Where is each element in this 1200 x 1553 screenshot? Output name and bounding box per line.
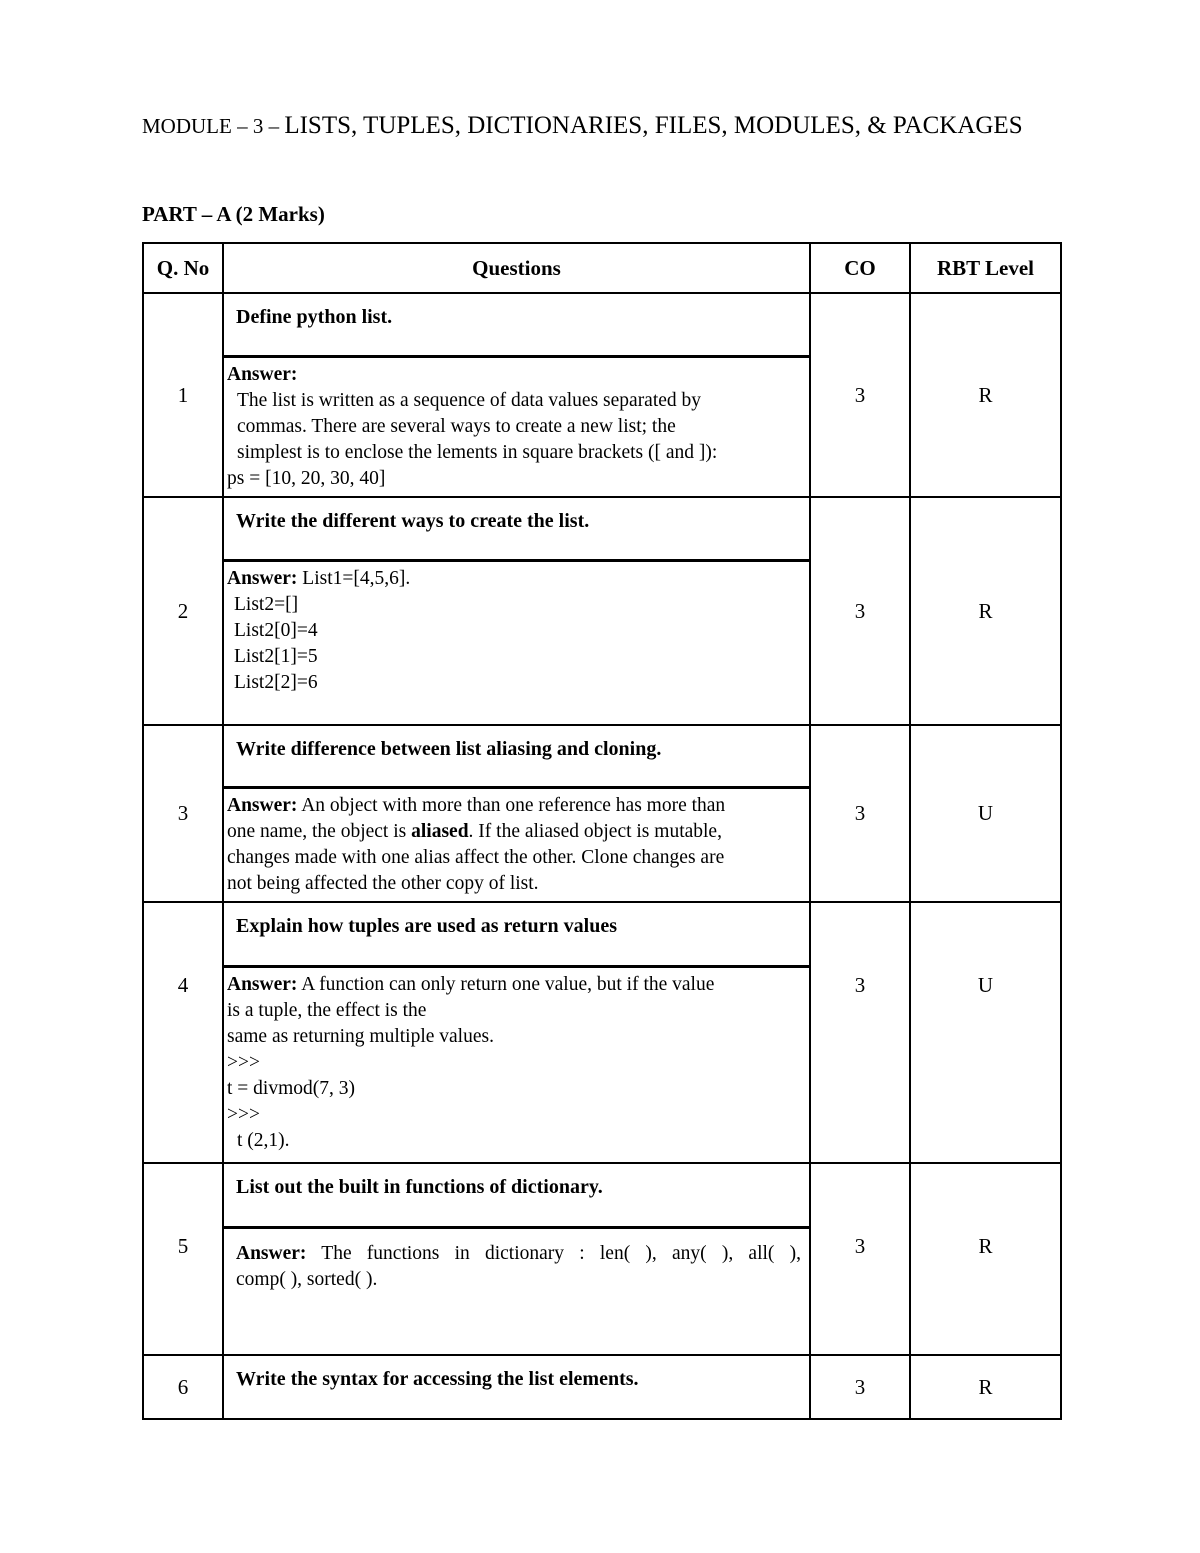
question-cell	[223, 1355, 810, 1419]
table-row	[143, 497, 1061, 725]
answer-text	[224, 968, 809, 1158]
answer-line: t = divmod(7, 3)	[227, 1078, 355, 1099]
answer-text	[224, 358, 809, 496]
co-value: 3	[810, 1355, 910, 1419]
answer-line: t (2,1).	[237, 1130, 290, 1151]
answer-label: Answer:	[236, 1243, 307, 1264]
answer-line: >>>	[227, 1052, 260, 1073]
header-qno: Q. No	[143, 243, 223, 293]
module-title	[142, 110, 1042, 142]
question-text: Write the different ways to create the list.	[224, 498, 809, 562]
question-number: 1	[143, 293, 223, 497]
answer-fragment: one name, the object is	[227, 821, 412, 842]
module-prefix: MODULE – 3 –	[142, 114, 285, 138]
question-number: 3	[143, 725, 223, 902]
answer-label: Answer:	[227, 974, 298, 995]
question-cell	[223, 293, 810, 497]
table-row	[143, 1163, 1061, 1355]
table-row	[143, 1355, 1061, 1419]
question-cell	[223, 902, 810, 1163]
question-text: Explain how tuples are used as return values	[224, 903, 809, 968]
rbt-value: R	[910, 497, 1061, 725]
answer-code: ps = [10, 20, 30, 40]	[227, 468, 386, 489]
answer-line: An object with more than one reference has more than	[301, 795, 726, 816]
answer-line: A function can only return one value, but if the value	[301, 974, 715, 995]
answer-line: List2[0]=4	[234, 620, 318, 641]
answer-line: simplest is to enclose the lements in square brackets ([ and ]):	[237, 442, 718, 463]
answer-line: List1=[4,5,6].	[302, 568, 411, 589]
answer-keyword: aliased	[411, 821, 469, 842]
module-name: LISTS, TUPLES, DICTIONARIES, FILES, MODULES, & PACKAGES	[284, 112, 1023, 139]
question-cell	[223, 725, 810, 902]
answer-line: same as returning multiple values.	[227, 1026, 494, 1047]
co-value: 3	[810, 1163, 910, 1355]
answer-line: comp( ), sorted( ).	[236, 1269, 378, 1290]
answer-line: List2[2]=6	[234, 672, 318, 693]
co-value: 3	[810, 902, 910, 1163]
answer-label: Answer:	[227, 364, 298, 385]
answer-line: changes made with one alias affect the other. Clone changes are	[227, 847, 725, 868]
answer-label: Answer:	[227, 795, 298, 816]
co-value: 3	[810, 293, 910, 497]
question-number: 6	[143, 1355, 223, 1419]
answer-line: is a tuple, the effect is the	[227, 1000, 427, 1021]
header-rbt-level: RBT Level	[910, 243, 1061, 293]
answer-text	[224, 1229, 809, 1297]
answer-line: not being affected the other copy of list.	[227, 873, 539, 894]
answer-text	[224, 562, 809, 700]
question-cell	[223, 1163, 810, 1355]
questions-table	[142, 242, 1062, 1420]
answer-line: >>>	[227, 1104, 260, 1125]
header-co: CO	[810, 243, 910, 293]
answer-line: commas. There are several ways to create a new list; the	[237, 416, 676, 437]
question-number: 4	[143, 902, 223, 1163]
answer-label: Answer:	[227, 568, 298, 589]
table-header-row	[143, 243, 1061, 293]
answer-line: The functions in dictionary : len( ), any( ), all( ),	[321, 1243, 801, 1264]
answer-text	[224, 789, 809, 901]
question-cell	[223, 497, 810, 725]
question-text: Write difference between list aliasing and cloning.	[224, 726, 809, 789]
question-text: Define python list.	[224, 294, 809, 358]
rbt-value: U	[910, 902, 1061, 1163]
table-row	[143, 293, 1061, 497]
table-row	[143, 902, 1061, 1163]
co-value: 3	[810, 725, 910, 902]
rbt-value: R	[910, 1355, 1061, 1419]
answer-line: List2[1]=5	[234, 646, 318, 667]
part-heading: PART – A (2 Marks)	[142, 202, 325, 226]
table-row	[143, 725, 1061, 902]
rbt-value: U	[910, 725, 1061, 902]
answer-line: The list is written as a sequence of data values separated by	[237, 390, 702, 411]
answer-line: List2=[]	[234, 594, 299, 615]
question-text: Write the syntax for accessing the list elements.	[236, 1368, 639, 1390]
answer-fragment: . If the aliased object is mutable,	[468, 821, 722, 842]
question-number: 5	[143, 1163, 223, 1355]
rbt-value: R	[910, 293, 1061, 497]
rbt-value: R	[910, 1163, 1061, 1355]
question-number: 2	[143, 497, 223, 725]
header-questions: Questions	[223, 243, 810, 293]
co-value: 3	[810, 497, 910, 725]
question-text: List out the built in functions of dictionary.	[224, 1164, 809, 1229]
